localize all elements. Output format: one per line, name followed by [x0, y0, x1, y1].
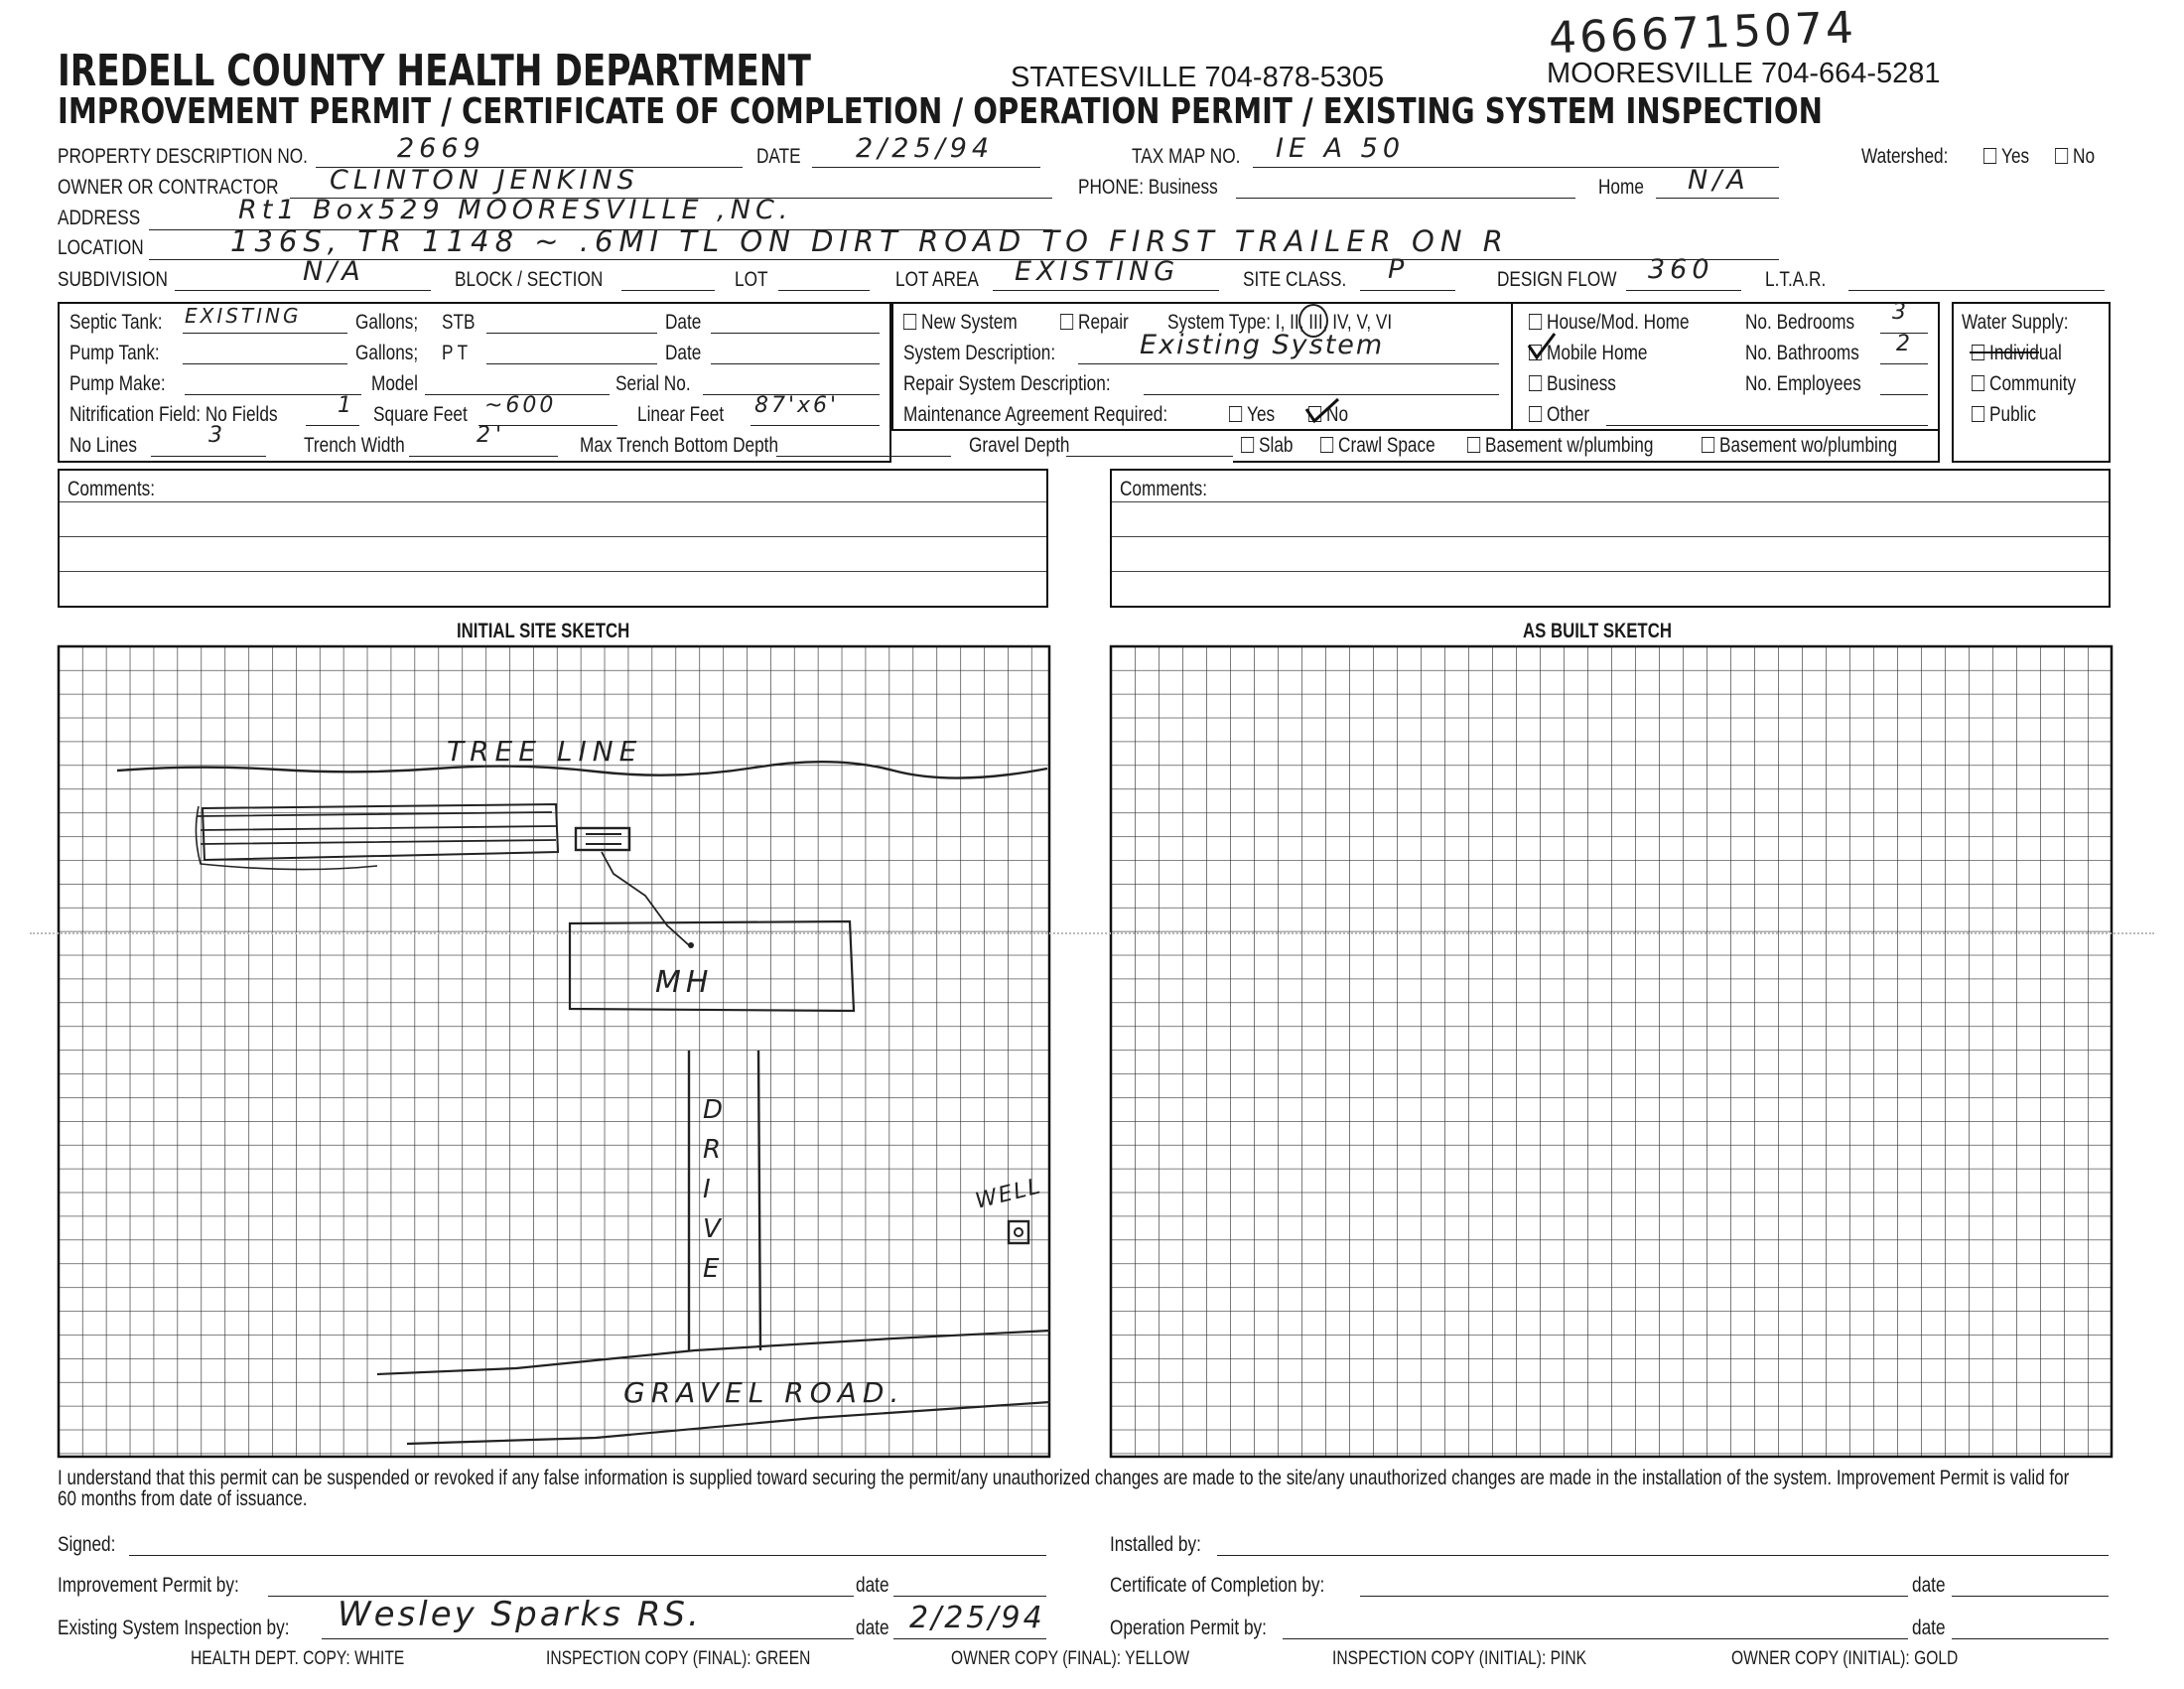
septic-tank-value[interactable]: EXISTING: [185, 304, 302, 328]
maintenance-label: Maintenance Agreement Required:: [903, 403, 1168, 426]
form-title: IMPROVEMENT PERMIT / CERTIFICATE OF COMPLETION / OPERATION PERMIT / EXISTING SYSTEM INSPECTION: [58, 91, 1823, 132]
water-supply-label: Water Supply:: [1962, 311, 2069, 334]
improvement-permit-label: Improvement Permit by:: [58, 1574, 239, 1597]
inspection-date-value[interactable]: 2/25/94: [909, 1601, 1045, 1635]
location-value[interactable]: 136S, TR 1148 ~ .6MI TL ON DIRT ROAD TO FIRST TRAILER ON R: [230, 224, 1509, 258]
square-feet-label: Square Feet: [373, 403, 468, 426]
basement-with-plumbing-option[interactable]: Basement w/plumbing: [1467, 434, 1653, 458]
max-trench-depth-label: Max Trench Bottom Depth: [580, 434, 779, 457]
public-option[interactable]: Public: [1972, 403, 2036, 427]
existing-date-label: date: [856, 1617, 889, 1639]
well-symbol: [1009, 1221, 1028, 1243]
block-section-label: BLOCK / SECTION: [455, 268, 604, 291]
bedrooms-value[interactable]: 3: [1892, 300, 1911, 325]
tree-line-label: TREE LINE: [447, 735, 643, 768]
pump-tank-label: Pump Tank:: [69, 342, 160, 364]
septic-gallons-label: Gallons;: [355, 311, 419, 334]
signed-label: Signed:: [58, 1533, 116, 1556]
system-type-label: System Type: I, II, III, IV, V, VI: [1167, 311, 1393, 334]
copy-white: HEALTH DEPT. COPY: WHITE: [191, 1648, 405, 1669]
no-lines-value[interactable]: 3: [208, 423, 227, 448]
repair-option[interactable]: Repair: [1060, 311, 1129, 335]
installed-by-label: Installed by:: [1110, 1533, 1201, 1556]
slab-option[interactable]: Slab: [1241, 434, 1294, 458]
copy-pink: INSPECTION COPY (INITIAL): PINK: [1332, 1648, 1586, 1669]
mooresville-phone: MOORESVILLE 704-664-5281: [1547, 58, 1941, 89]
operation-date-label: date: [1912, 1617, 1946, 1639]
gravel-depth-label: Gravel Depth: [969, 434, 1070, 457]
permit-disclaimer: I understand that this permit can be suspended or revoked if any false information is supplied toward securing the permit/any unauthorized changes are made to the site/any unauthorized changes are made in the installation of the system. Improvement Permit is valid for 60 months from date of issuance.: [58, 1467, 2070, 1510]
ltar-label: L.T.A.R.: [1765, 268, 1827, 291]
individual-option[interactable]: Individual: [1972, 342, 2062, 365]
phone-business-label: PHONE: Business: [1078, 176, 1218, 199]
date-value[interactable]: 2/25/94: [856, 133, 995, 164]
septic-tank-symbol: [576, 828, 629, 850]
comments-right-label: Comments:: [1120, 478, 1208, 500]
bathrooms-value[interactable]: 2: [1896, 332, 1915, 356]
nitrification-label: Nitrification Field: No Fields: [69, 403, 278, 426]
design-flow-label: DESIGN FLOW: [1497, 268, 1617, 291]
gravel-road-top: [377, 1331, 1050, 1374]
location-label: LOCATION: [58, 236, 144, 259]
septic-date-label: Date: [665, 311, 702, 334]
drive-right-edge: [758, 1051, 760, 1350]
as-built-sketch-title: AS BUILT SKETCH: [1523, 620, 1672, 642]
address-label: ADDRESS: [58, 207, 141, 229]
community-option[interactable]: Community: [1972, 372, 2076, 396]
site-class-value[interactable]: P: [1388, 254, 1410, 285]
mobile-home-label: MH: [655, 965, 714, 1000]
certificate-date-label: date: [1912, 1574, 1946, 1597]
mobile-home-option[interactable]: Mobile Home: [1529, 342, 1647, 365]
property-value[interactable]: 2669: [397, 133, 485, 164]
certificate-label: Certificate of Completion by:: [1110, 1574, 1325, 1597]
watershed-no[interactable]: No: [2055, 145, 2095, 169]
copy-green: INSPECTION COPY (FINAL): GREEN: [546, 1648, 811, 1669]
well-label: WELL: [972, 1174, 1045, 1214]
pt-label: P T: [442, 342, 469, 364]
drive-label: DRIVE: [703, 1095, 729, 1284]
pump-date-label: Date: [665, 342, 702, 364]
address-value[interactable]: Rt1 Box529 MOORESVILLE ,NC.: [238, 195, 793, 225]
site-class-label: SITE CLASS.: [1243, 268, 1347, 291]
lot-area-value[interactable]: EXISTING: [1015, 256, 1180, 287]
document-number: 4666715074: [1548, 2, 1857, 65]
sewer-line: [602, 852, 689, 945]
statesville-phone: STATESVILLE 704-878-5305: [1011, 62, 1385, 93]
repair-description-label: Repair System Description:: [903, 372, 1111, 395]
operation-permit-label: Operation Permit by:: [1110, 1617, 1267, 1639]
watershed-yes[interactable]: Yes: [1983, 145, 2029, 169]
pump-make-label: Pump Make:: [69, 372, 166, 395]
date-label: DATE: [756, 145, 801, 168]
design-flow-value[interactable]: 360: [1648, 254, 1714, 285]
gravel-road-label: GRAVEL ROAD.: [623, 1376, 905, 1409]
comments-left-label: Comments:: [68, 478, 156, 500]
model-label: Model: [371, 372, 418, 395]
new-system-option[interactable]: New System: [903, 311, 1018, 335]
phone-home-value[interactable]: N/A: [1688, 165, 1750, 196]
septic-tank-label: Septic Tank:: [69, 311, 163, 334]
system-description-value[interactable]: Existing System: [1140, 330, 1385, 360]
stb-label: STB: [442, 311, 476, 334]
copy-yellow: OWNER COPY (FINAL): YELLOW: [951, 1648, 1190, 1669]
tax-map-label: TAX MAP NO.: [1132, 145, 1241, 168]
owner-label: OWNER OR CONTRACTOR: [58, 176, 279, 199]
crawl-space-option[interactable]: Crawl Space: [1320, 434, 1435, 458]
inspector-signature: Wesley Sparks RS.: [338, 1595, 702, 1634]
initial-site-sketch-title: INITIAL SITE SKETCH: [457, 620, 630, 642]
subdivision-label: SUBDIVISION: [58, 268, 169, 291]
phone-home-label: Home: [1598, 176, 1644, 199]
system-description-label: System Description:: [903, 342, 1056, 364]
subdivision-value[interactable]: N/A: [303, 256, 365, 287]
no-lines-label: No Lines: [69, 434, 137, 457]
maintenance-yes[interactable]: Yes: [1229, 403, 1275, 427]
improvement-date-label: date: [856, 1574, 889, 1597]
employees-label: No. Employees: [1745, 372, 1861, 395]
basement-without-plumbing-option[interactable]: Basement wo/plumbing: [1702, 434, 1897, 458]
serial-label: Serial No.: [615, 372, 691, 395]
watershed-label: Watershed:: [1861, 145, 1949, 168]
existing-inspection-label: Existing System Inspection by:: [58, 1617, 290, 1639]
trench-width-label: Trench Width: [304, 434, 405, 457]
tax-map-value[interactable]: IE A 50: [1276, 133, 1406, 164]
trench-width-value[interactable]: 2': [477, 423, 507, 448]
other-option[interactable]: Other: [1529, 403, 1589, 427]
square-feet-value[interactable]: ~600: [484, 393, 557, 418]
linear-feet-label: Linear Feet: [637, 403, 725, 426]
owner-value[interactable]: CLINTON JENKINS: [330, 165, 639, 196]
house-option[interactable]: House/Mod. Home: [1529, 311, 1690, 335]
property-label: PROPERTY DESCRIPTION NO.: [58, 145, 308, 168]
pump-gallons-label: Gallons;: [355, 342, 419, 364]
bathrooms-label: No. Bathrooms: [1745, 342, 1859, 364]
lot-label: LOT: [735, 268, 768, 291]
maintenance-no[interactable]: No: [1308, 403, 1348, 427]
linear-feet-value[interactable]: 87'x6': [754, 393, 840, 418]
copy-gold: OWNER COPY (INITIAL): GOLD: [1731, 1648, 1959, 1669]
bedrooms-label: No. Bedrooms: [1745, 311, 1855, 334]
lot-area-label: LOT AREA: [895, 268, 979, 291]
no-fields-value[interactable]: 1: [338, 393, 356, 418]
org-title: IREDELL COUNTY HEALTH DEPARTMENT: [58, 46, 811, 96]
business-option[interactable]: Business: [1529, 372, 1616, 396]
